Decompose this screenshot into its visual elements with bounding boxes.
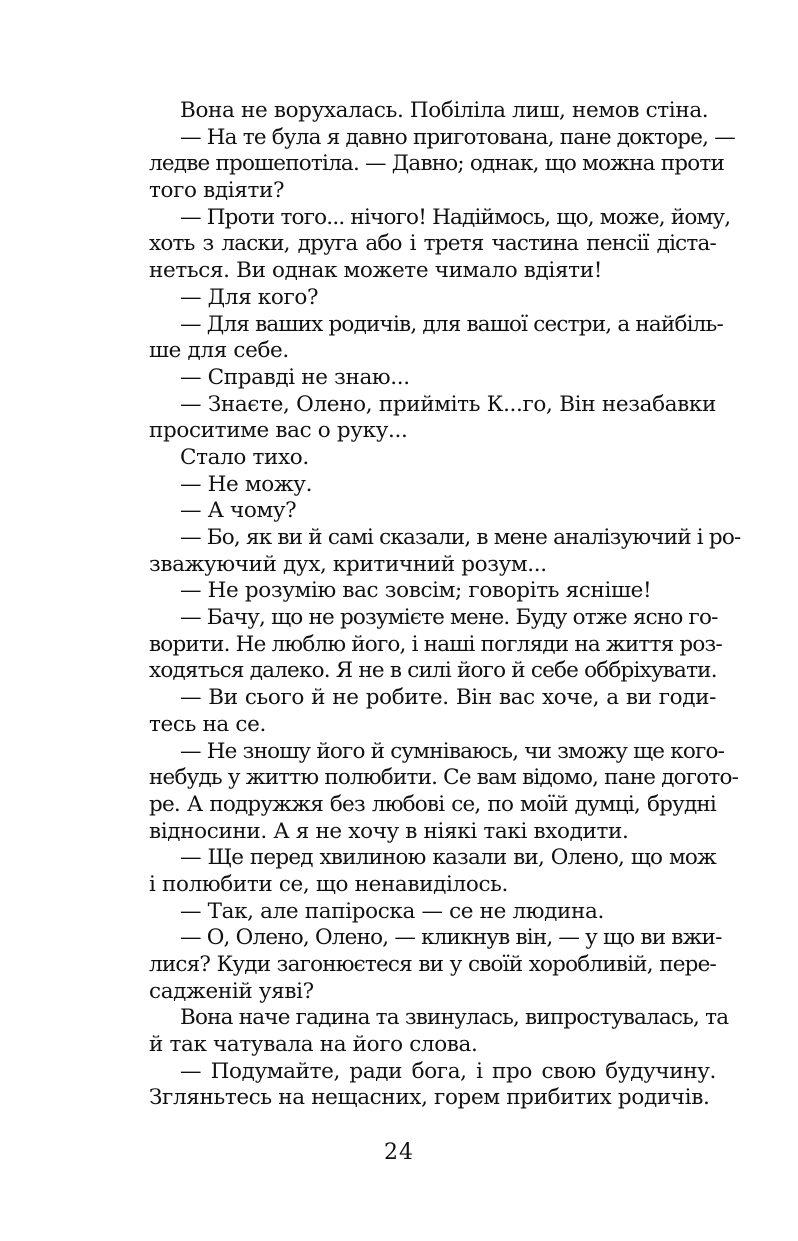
text-line: і полюбити се, що ненавиділось. [149,871,508,897]
text-line: ходяться далеко. Я не в силі його й себе оббріхувати. [149,658,717,684]
paragraph [118,845,716,898]
paragraph [118,365,716,392]
text-line: — Знаєте, Олено, прийміть К...го, Він незабавки [180,391,716,417]
text-line: — О, Олено, Олено, — кликнув він, — у що ви вжи- [180,925,722,951]
text-line: — Не зношу його й сумніваюсь, чи зможу ще кого- [180,738,725,764]
paragraph [118,204,731,285]
text-line: тесь на се. [149,711,266,737]
text-line: — Так, але папіроска — се не людина. [180,898,604,924]
text-line: небудь у життю полюбити. Се вам відомо, пане догото- [149,765,739,791]
paragraph [118,925,722,1005]
text-line: Вона не ворухалась. Побіліла лиш, немов стіна. [180,98,709,123]
paragraph [118,1059,716,1112]
paragraph [118,498,716,525]
text-line: проситиме вас о руку... [149,418,408,444]
text-line: — Ще перед хвилиною казали ви, Олено, що мож [180,845,716,871]
text-line: — Проти того... нічого! Надіймось, що, може, йому, [180,204,731,230]
paragraph [118,98,716,125]
text-line: ре. А подружжя без любові се, по моїй думці, брудні [149,791,716,817]
paragraph [118,1005,729,1058]
paragraph [118,899,716,926]
text-line: — Бо, як ви й самі сказали, в мене аналізуючий і ро- [180,525,741,550]
paragraph [118,124,735,205]
paragraph [118,392,716,445]
text-line: неться. Ви однак можете чимало вдіяти! [149,258,602,284]
paragraph [118,738,739,846]
text-line: — На те була я давно приготована, пане докторе, — [180,124,735,150]
text-line: — Для ваших родичів, для вашої сестри, а найбіль- [180,311,723,337]
paragraph [118,685,716,738]
text-line: того вдіяти? [149,178,285,204]
text-line: садженій уяві? [149,978,314,1004]
text-line: відносини. А я не хочу в ніякі такі входити. [149,818,629,844]
text-line: Стало тихо. [180,444,309,470]
text-line: Вона наче гадина та звинулась, випростувалась, та [180,1005,729,1031]
text-line: хоть з ласки, друга або і третя частина пенсії діста- [149,231,716,257]
paragraph [118,311,723,365]
body-text [118,98,741,1112]
text-line: ше для себе. [149,338,289,364]
text-line: лися? Куди загонюєтеся ви у своїй хоробливій, пере- [149,952,716,977]
text-line: — Подумайте, ради бога, і про свою будучину. [180,1058,716,1084]
text-line: — Справді не знаю... [180,364,410,390]
text-line: — Не можу. [180,471,313,497]
text-line: ворити. Не люблю його, і наші погляди на життя роз- [149,631,722,657]
paragraph [118,285,716,312]
text-line: — А чому? [180,498,297,524]
text-line: — Для кого? [180,284,319,310]
text-line: й так чатувала на його слова. [149,1032,478,1058]
page-number: 24 [384,1140,414,1165]
text-line: Згляньтесь на нещасних, горем прибитих родичів. [149,1085,710,1111]
paragraph [118,605,722,685]
text-line: — Бачу, що не розумієте мене. Буду отже ясно го- [180,605,718,631]
text-line: зважуючий дух, критичний розум... [149,551,547,577]
paragraph [118,525,741,578]
paragraph [118,578,716,605]
text-line: — Не розумію вас зовсім; говоріть ясніше! [180,578,652,604]
text-line: — Ви сього й не робите. Він вас хоче, а ви годи- [180,685,716,711]
paragraph [118,472,716,499]
paragraph [118,445,716,472]
text-line: ледве прошепотіла. — Давно; однак, що можна проти [149,151,724,177]
